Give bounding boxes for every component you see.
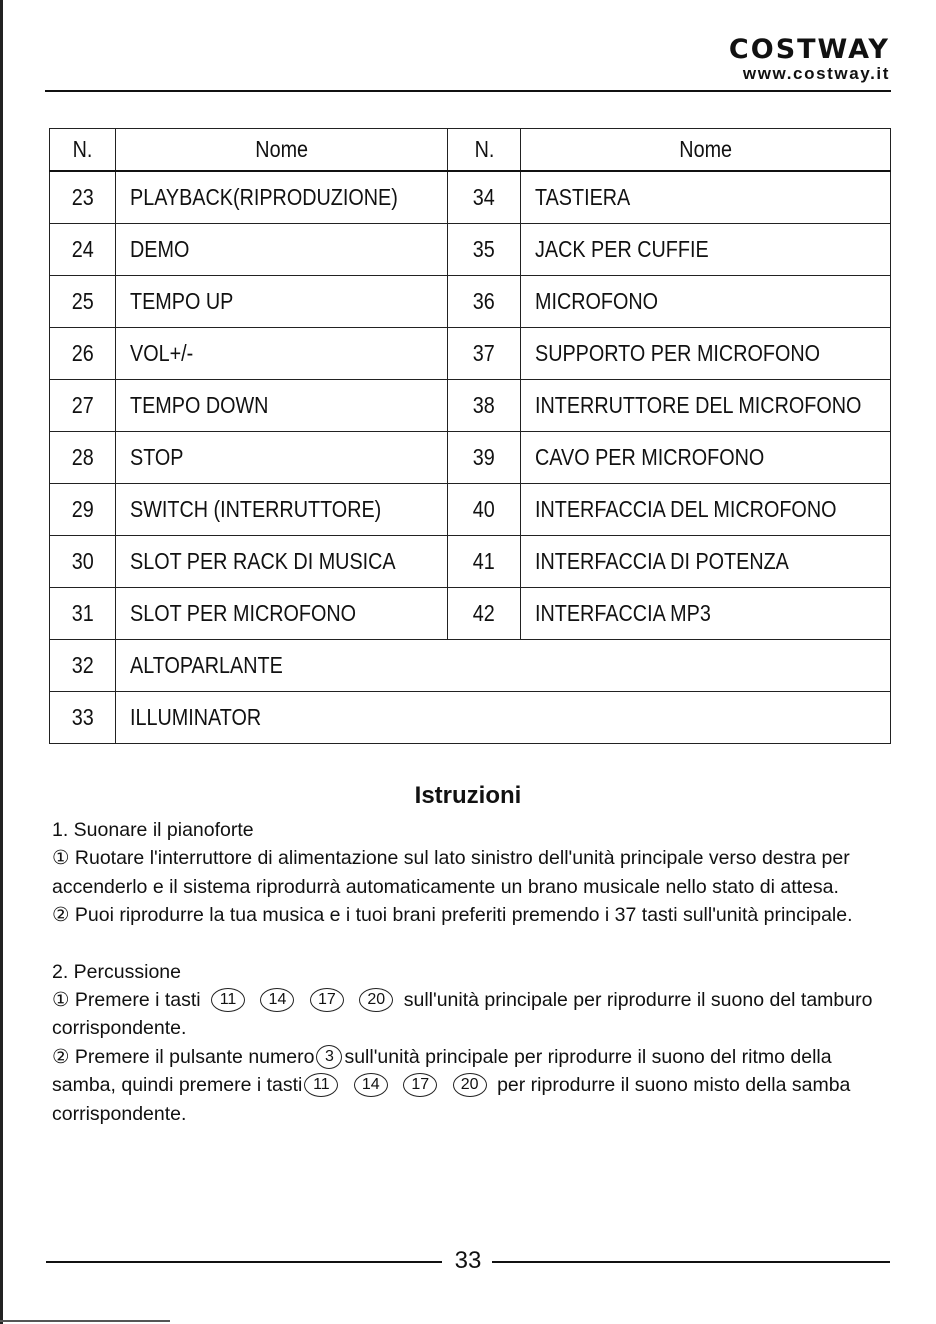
brand-logo bbox=[729, 36, 890, 84]
row-number: 33 bbox=[50, 692, 116, 744]
key-14-badge: 14 bbox=[260, 988, 294, 1012]
key-17-badge: 17 bbox=[310, 988, 344, 1012]
row-name: INTERFACCIA DI POTENZA bbox=[521, 536, 891, 588]
page-number: 33 bbox=[454, 1247, 482, 1274]
table-row bbox=[50, 224, 891, 276]
key-20-badge: 20 bbox=[453, 1073, 487, 1097]
section1-step2: ② Puoi riprodurre la tua musica e i tuoi brani preferiti premendo i 37 tasti sull'unità principale. bbox=[52, 904, 853, 927]
row-name: STOP bbox=[116, 432, 448, 484]
row-number: 26 bbox=[50, 328, 116, 380]
row-number: 29 bbox=[50, 484, 116, 536]
section1-step1: ① Ruotare l'interruttore di alimentazione sul lato sinistro dell'unità principale verso destra per accenderlo e il sistema riprodurrà automaticamente un brano musicale nello stato di attesa. bbox=[52, 847, 850, 898]
header-num-right: N. bbox=[448, 129, 521, 172]
instructions-body bbox=[52, 816, 882, 1128]
table-row bbox=[50, 380, 891, 432]
table-row bbox=[50, 328, 891, 380]
step2-text-post: per riprodurre il suono misto della samba corrispondente. bbox=[52, 1074, 851, 1125]
row-name: MICROFONO bbox=[521, 276, 891, 328]
row-number: 30 bbox=[50, 536, 116, 588]
row-number: 25 bbox=[50, 276, 116, 328]
row-number: 42 bbox=[448, 588, 521, 640]
table-row bbox=[50, 484, 891, 536]
step2-text-mid: sull'unità principale per riprodurre il suono del ritmo della samba, quindi premere i tasti bbox=[52, 1045, 832, 1097]
header-name-right: Nome bbox=[521, 129, 891, 172]
key-11-badge: 11 bbox=[211, 988, 245, 1012]
row-number: 39 bbox=[448, 432, 521, 484]
table-row bbox=[50, 276, 891, 328]
row-name: ILLUMINATOR bbox=[116, 692, 891, 744]
button-3-badge: 3 bbox=[316, 1045, 342, 1069]
table-row bbox=[50, 171, 891, 224]
row-name: SWITCH (INTERRUTTORE) bbox=[116, 484, 448, 536]
brand-url: www.costway.it bbox=[742, 64, 890, 83]
row-name: SUPPORTO PER MICROFONO bbox=[521, 328, 891, 380]
row-name: SLOT PER RACK DI MUSICA bbox=[116, 536, 448, 588]
header-num-left: N. bbox=[50, 129, 116, 172]
instructions-title: Istruzioni bbox=[414, 782, 522, 809]
section2-step2 bbox=[52, 1043, 882, 1128]
row-name: INTERFACCIA DEL MICROFONO bbox=[521, 484, 891, 536]
row-name: VOL+/- bbox=[116, 328, 448, 380]
row-number: 41 bbox=[448, 536, 521, 588]
key-17-badge: 17 bbox=[403, 1073, 437, 1097]
key-14-badge: 14 bbox=[354, 1073, 388, 1097]
footer-rule-right bbox=[492, 1261, 890, 1263]
row-name: PLAYBACK(RIPRODUZIONE) bbox=[116, 171, 448, 224]
key-11-badge: 11 bbox=[304, 1073, 338, 1097]
section2-step1 bbox=[52, 986, 882, 1043]
row-name: INTERRUTTORE DEL MICROFONO bbox=[521, 380, 891, 432]
header-rule bbox=[45, 90, 891, 92]
paragraph-gap bbox=[52, 930, 882, 958]
page-footer bbox=[46, 1246, 890, 1276]
page-bottom-edge bbox=[0, 1320, 170, 1322]
brand-name: COSTWAY bbox=[728, 34, 890, 65]
row-name: CAVO PER MICROFONO bbox=[521, 432, 891, 484]
key-20-badge: 20 bbox=[359, 988, 393, 1012]
table-row bbox=[50, 432, 891, 484]
row-number: 34 bbox=[448, 171, 521, 224]
row-number: 40 bbox=[448, 484, 521, 536]
section1-heading: 1. Suonare il pianoforte bbox=[52, 819, 254, 841]
table-row bbox=[50, 588, 891, 640]
parts-table bbox=[49, 128, 891, 744]
row-number: 36 bbox=[448, 276, 521, 328]
table-row bbox=[50, 692, 891, 744]
row-number: 32 bbox=[50, 640, 116, 692]
table-row bbox=[50, 536, 891, 588]
row-number: 31 bbox=[50, 588, 116, 640]
row-name: SLOT PER MICROFONO bbox=[116, 588, 448, 640]
row-number: 38 bbox=[448, 380, 521, 432]
step1-text-pre: ① Premere i tasti bbox=[52, 989, 201, 1012]
row-name: JACK PER CUFFIE bbox=[521, 224, 891, 276]
header-name-left: Nome bbox=[116, 129, 448, 172]
section2-heading: 2. Percussione bbox=[52, 960, 181, 983]
row-name: INTERFACCIA MP3 bbox=[521, 588, 891, 640]
row-number: 28 bbox=[50, 432, 116, 484]
row-number: 37 bbox=[448, 328, 521, 380]
row-name: DEMO bbox=[116, 224, 448, 276]
step1-text-post: sull'unità principale per riprodurre il suono del tamburo corrispondente. bbox=[52, 989, 873, 1040]
table-header-row bbox=[50, 129, 891, 172]
row-name: TEMPO UP bbox=[116, 276, 448, 328]
row-number: 24 bbox=[50, 224, 116, 276]
row-name: TEMPO DOWN bbox=[116, 380, 448, 432]
row-name: ALTOPARLANTE bbox=[116, 640, 891, 692]
row-number: 35 bbox=[448, 224, 521, 276]
row-number: 23 bbox=[50, 171, 116, 224]
step2-text-pre: ② Premere il pulsante numero bbox=[52, 1045, 315, 1068]
page-left-edge bbox=[0, 0, 3, 1324]
row-number: 27 bbox=[50, 380, 116, 432]
row-name: TASTIERA bbox=[521, 171, 891, 224]
table-row bbox=[50, 640, 891, 692]
